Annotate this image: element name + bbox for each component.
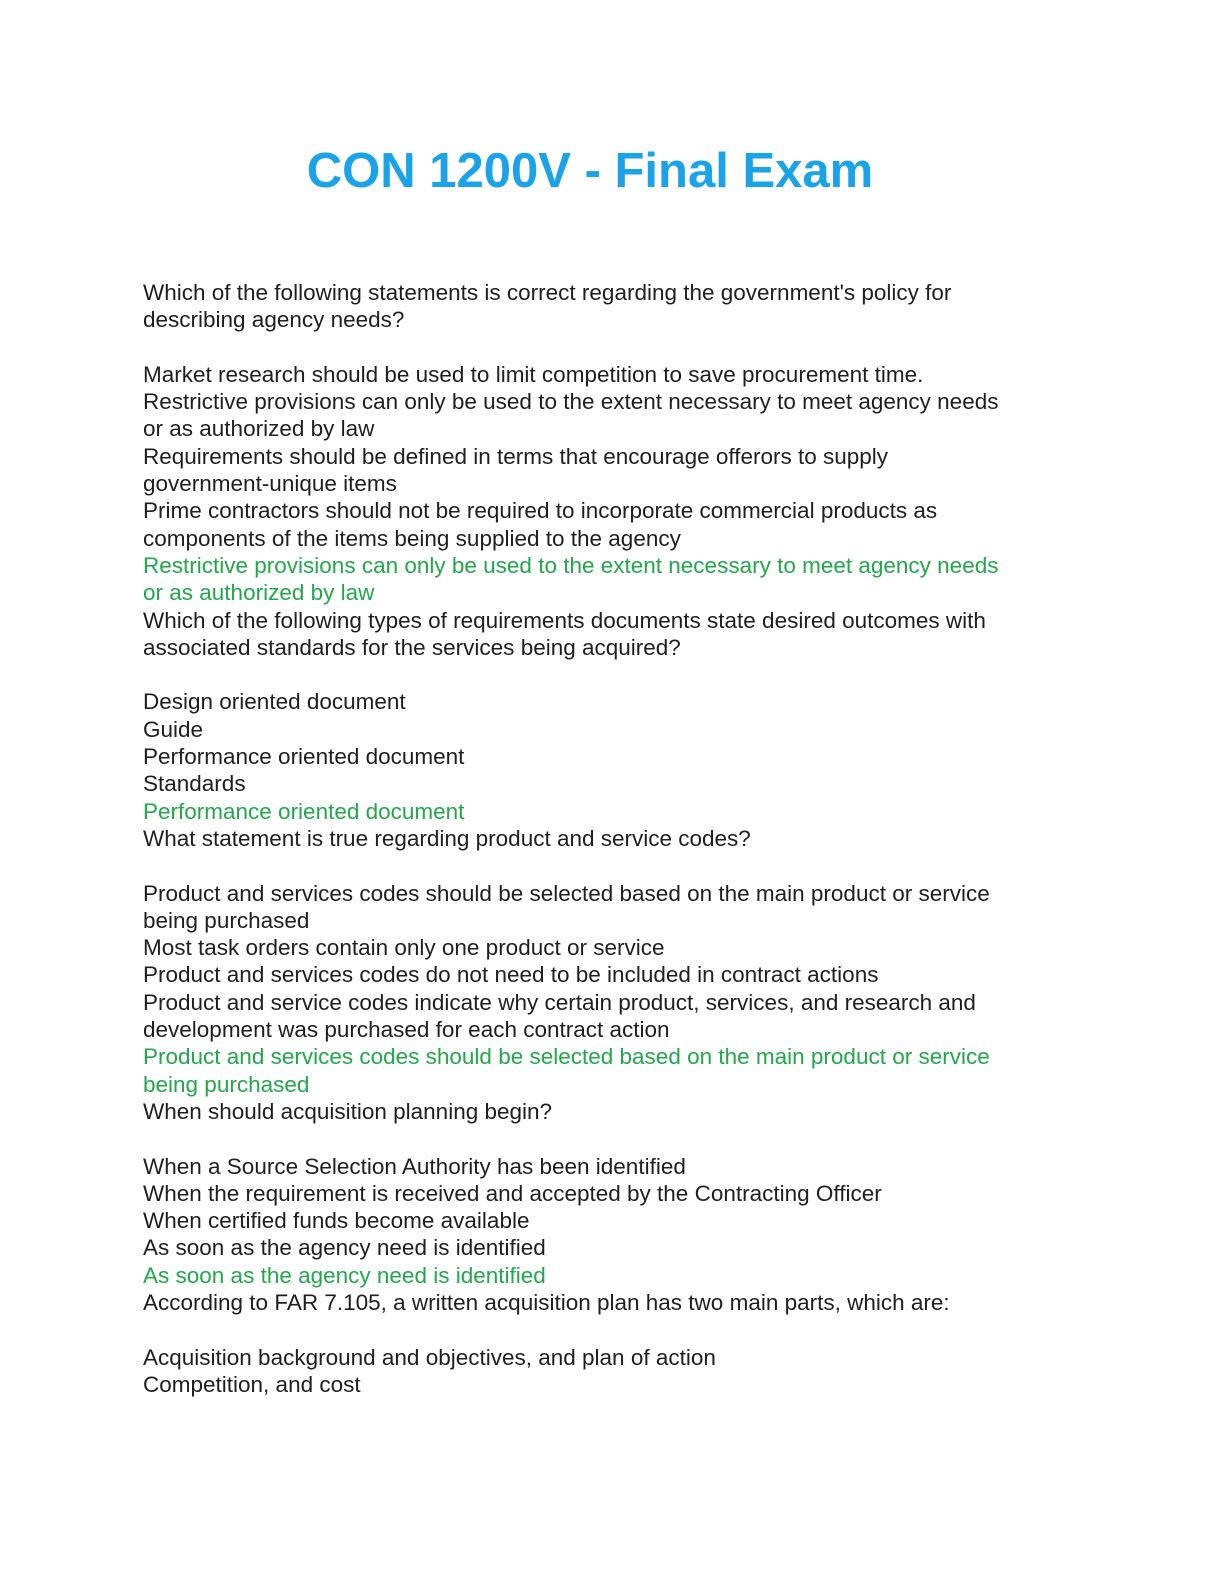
answer-option: Requirements should be defined in terms that encourage offerors to supply — [143, 443, 889, 469]
spacer — [143, 334, 1083, 361]
answer-option: When a Source Selection Authority has been identified — [143, 1153, 686, 1179]
answer-option: being purchased — [143, 907, 310, 933]
answer-option: Acquisition background and objectives, and plan of action — [143, 1344, 716, 1370]
answer-option: Most task orders contain only one product or service — [143, 935, 665, 961]
answer-option: Performance oriented document — [143, 744, 465, 770]
answer-option: components of the items being supplied to the agency — [143, 525, 681, 551]
answer-option: Product and services codes do not need to be included in contract actions — [143, 962, 879, 988]
correct-answer: or as authorized by law — [143, 580, 375, 606]
answer-option: Restrictive provisions can only be used to the extent necessary to meet agency needs — [143, 389, 999, 415]
correct-answer: Restrictive provisions can only be used to the extent necessary to meet agency needs — [143, 552, 999, 578]
spacer — [143, 661, 1083, 688]
answer-option: As soon as the agency need is identified — [143, 1235, 546, 1261]
spacer — [143, 852, 1083, 879]
correct-answer: As soon as the agency need is identified — [143, 1262, 546, 1288]
answer-option: Standards — [143, 771, 246, 797]
answer-option: Guide — [143, 716, 204, 742]
question-text: Which of the following statements is correct regarding the government's policy for — [143, 280, 952, 305]
answer-option: When certified funds become available — [143, 1208, 530, 1234]
answer-option: Competition, and cost — [143, 1371, 361, 1397]
answer-option: government-unique items — [143, 471, 397, 497]
correct-answer: being purchased — [143, 1071, 310, 1097]
answer-option: Product and service codes indicate why certain product, services, and research and — [143, 989, 976, 1015]
answer-option: Product and services codes should be selected based on the main product or service — [143, 880, 990, 906]
answer-option: or as authorized by law — [143, 416, 375, 442]
answer-option: When the requirement is received and accepted by the Contracting Officer — [143, 1180, 882, 1206]
answer-option: Design oriented document — [143, 689, 406, 715]
correct-answer: Product and services codes should be selected based on the main product or service — [143, 1044, 990, 1070]
answer-option: Market research should be used to limit competition to save procurement time. — [143, 361, 924, 387]
question-text: Which of the following types of requirements documents state desired outcomes with — [143, 607, 986, 633]
answer-option: Prime contractors should not be required to incorporate commercial products as — [143, 498, 938, 524]
answer-option: development was purchased for each contract action — [143, 1017, 670, 1043]
question-text: associated standards for the services being acquired? — [143, 634, 681, 660]
question-text: What statement is true regarding product and service codes? — [143, 825, 751, 851]
question-text: According to FAR 7.105, a written acquisition plan has two main parts, which are: — [143, 1289, 950, 1315]
correct-answer: Performance oriented document — [143, 798, 465, 824]
spacer — [143, 1125, 1083, 1152]
spacer — [143, 1316, 1083, 1343]
question-text: When should acquisition planning begin? — [143, 1098, 553, 1124]
question-text: describing agency needs? — [143, 307, 405, 333]
document-title: CON 1200V - Final Exam — [306, 144, 874, 198]
document-body — [143, 279, 1083, 1398]
